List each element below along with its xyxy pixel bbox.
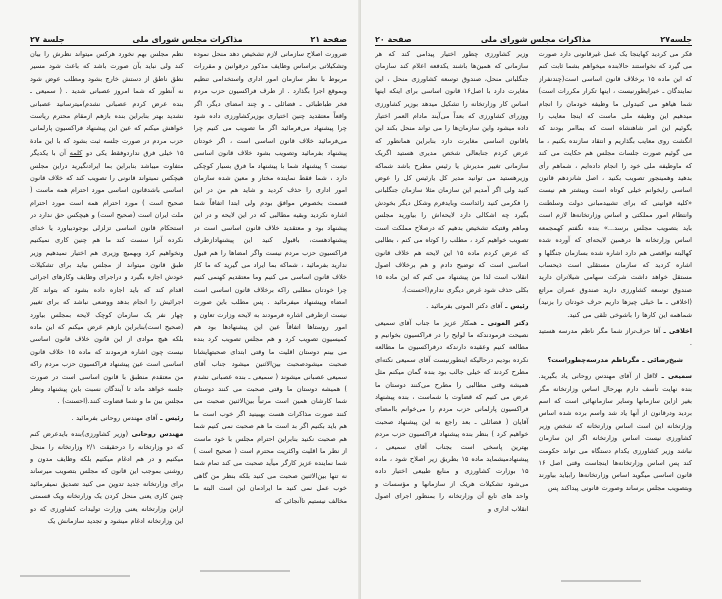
journal-title: مذاکرات مجلس شورای ملی bbox=[480, 35, 592, 44]
speech-text: آقای دکتر الموتی بفرمائید . bbox=[426, 302, 503, 311]
scan-artifact bbox=[561, 580, 641, 582]
paragraph: ضرورت اصلاح سازمانی لازم تشخیص دهد منحل نموده وتشکیلاتی براساس وظایف مذکور درقوانین و مقررات مربوط با نظر سازمان امور اداری واستخدامی تنظیم وبموقع اجرا بگذارد . از طرف فراکسیون حزب مردم فخر طباطبائی ـ فضائلی ـ و چند امضای دیگر، اگر واقعاً معتقدید چنین اختیاری بوزیرکشاورزی داده شود چرا پیشنهاد می‌فرمائید اگر ما تصویب می کنیم چرا می‌فرمائید خلاف قانون اساسی است ، اگر خودتان پیشنهاد بفرمائید وتصویب بشود خلاف قانون اساسی نیست ؟ پیشنهاد شما با پیشنهاد ما فرق بسیار کوچکی دارد ، شما فقط نماینده مختار و معین شده سازمان امور اداری را حذف کردید و شاید هم من در این قسمت بخصوص موافق بودم ولی ابتدا اتفاقاً شما اشاره نکردید وبقیه مطالبی که در این لایحه و در این پیشنهاد بود و معتقدید خلاف قانون اساسی است در پیشنهادهست، باقبول کنید این پیشنهادازطرف فراکسیون حزب مردم نیست واگر امضاها را هم قبول ندارید بفرمائید ، شماکه بما ایراد می گیرید که ما کار خلاف قانون اساسی می کنیم وما معتقدیم کهنمی کنیم چرا خودتان مطلبی راکه برخلاف قانون اساسی است امضاء وپیشنهاد میفرمائید . پس مطلب باین صورت نیست ازطرفی اشاره فرمودند به لایحه وزارت تعاون و امور روستاها اتفاقاً عین این پیشنهادها بود هم کمیسیون تصویب کرد و هم مجلس تصویب کرد بنده می بینم دوستان اقلیت ما وقتی ابتدای صحبتهایشانا صحبت میشودصحبت بین‌الاثنین میشود جناب آقای سمیعی عصبانی میشوند ( سمیعی ـ بنده عصبانی نشدم ) همیشه دوستان ما وقتی صحبت می کنند دوستان شما کارشان همین است مرتباً بین‌الاثنین صحبت می کنند صورت مذاکرات هست بهبینید اگر خوب است ما هم باید بکنیم اگر بد است ما هم صحبت نمی کنیم شما هم صحبت نکنید بنابراین احترام مجلس با خود ماست از نظر ما اقلیت واکثریت محترم است ( صحیح است ) شما نماینده عزیز کارگر میآید صحبت می کند تمام شما نه تنها بین‌الاثنین صحبت می کنید بلکه بنظر من گاهی خوب عمل نمی کنید ما ایرادمان این است البته ما مخالف نیستیم تاآنجائی که bbox=[193, 50, 347, 505]
journal-title: مذاکرات مجلس شورای ملی bbox=[132, 35, 243, 44]
right-page bbox=[361, 0, 722, 599]
paragraph bbox=[30, 48, 184, 408]
session-number: صفحة ۲۱ bbox=[310, 35, 347, 44]
right-page-header bbox=[375, 30, 692, 46]
chair-line bbox=[30, 412, 184, 424]
underlined-word: کلمه bbox=[69, 149, 83, 158]
speech-text: همکار عزیز ما جناب آقای سمیعی نصیحت فرمودندکه ما لوایح را در فراکسیون بخوانیم و مطالعه کنیم وعقیده دارندکه درفراکسیون ما مطالعه نکرده بودیم درحالیکه اینطورنیست آقای سمیعی نکته‌ای مطرح کردند که خیلی جالب بود بنده گمان میکنم مثل همیشه وقتی مطالبی را مطرح می‌کنند دوستان ما عرض می کنیم که قضاوت با شماست ، بنده پیشنهاد فراکسیون پارلمانی حزب مردم را می‌خوانم باامضای آقایان ( فضائلی ـ بعد راجع به این پیشنهاد صحبت خواهیم کرد ) بنظر بنده پیشنهاد فراکسیون حزب مردم بهترین پاسخی است بجناب آقای سمیعی ، پیشنهادمیشماید ماده ۱۵ بطریق زیر اصلاح شود ، ماده ۱۵ بوزارت کشاورزی و منابع طبیعی اختیار داده می‌شود تشکیلات هریک از سازمانها و مؤسسات و واحد های تابع آن وزارتخانه را بمنظور اجرای اصول انقلاب اداری و bbox=[375, 318, 529, 513]
speech-text: (وزیر کشاورزی)بنده بایدعرض کنم که دو وزارتخانه را درحقیقت ۲/۱ وزارتخانه را منحل میکنیم و در هم ادغام میکنیم بلکه وظایف مدون و روشنی بموجب این قانون که مجلس بتصویب میرساند برای وزارتخانه جدید تدوین می کنید تصدیق نمیفرمائید چنین کاری یعنی منحل کردن یک وزارتخانه ویک قسمتی ازاین وزارتخانه یعنی وزارت تولیدات کشاورزی که دو این وزارتخانه ادغام میشود و تجدید سازمانش یک bbox=[30, 430, 184, 526]
interjection bbox=[539, 325, 693, 350]
left-page-right-column bbox=[194, 48, 348, 559]
right-page-left-column bbox=[375, 48, 529, 559]
left-page-header bbox=[30, 30, 347, 46]
speech-text: لااقل از آقای مهندس روحانی یاد بگیرید. بنده نهایت تأسف دارم بهرحال اساس وزارتخانه مگر بغیر ازاین سازمانها وسایر سازمانهائی است که اسم بردید ودرقانون از آنها یاد شد واسم برده شده اساس وزارتخانه این است اساس وزارتخانه که شخص وزیر کشاورزی نیست اساس وزارتخانه اگر این سازمان نباشد وزیر کشاورزی یکدام دستگاه می تواند حکومت کند پس اساس وزارتخانه‌ها اینجاست وقتی اصل ۱۶ قانون اساسی میگوید اساس وزارتخانه‌ها رابیاید بیاورند وبتصویب مجلس برساند وصورت قانونی پیداکند پس bbox=[538, 372, 692, 492]
speaker-name: اخلاقی ـ bbox=[663, 326, 692, 335]
speaker-name: سمیعی ـ bbox=[661, 372, 692, 381]
page-number: جلسة ۲۷ bbox=[30, 35, 65, 44]
speaker-name: دکتر الموتی ـ bbox=[481, 318, 529, 327]
left-page-left-column bbox=[30, 48, 184, 559]
right-page-right-column bbox=[539, 48, 693, 559]
session-number: جلسه۲۷ bbox=[660, 35, 692, 44]
speaker-name: رئیس ـ bbox=[505, 302, 529, 311]
speech-text: آقای مهندس روحانی بفرمائید . bbox=[71, 413, 158, 422]
paragraph: فکر می کردید کهاینجا یک عمل غیرقانونی دارد صورت می گیرد که نخواستند حالابنده میخواهم بشما ثابت کنم که این ماده ۱۵ برخلاف قانون اساسی است(چندنفراز نمایندگان ـ خیرایطورنیست ، اینها تکرار مکررات است) شما هیاهو می کنیدولی ما وظیفه خودمان را انجام میدهیم این وظیفه ملی ماست که اینجا معایب را بگوئیم این امر شاهنشاه است که بماامر بودند که انگشت روی معایب بگذاریم و انتقاد سازنده بکنیم ، ما می گوئیم صورت جلسات مجلس هم حکایت می کند که ماوظیفه ملی خود را انجام داده‌ایم ، شماهم رأی بدهید وهمینجور تصویب بکنید ، اصل شانزدهم قانون اساسی رابخوانم خیلی کوتاه است وبیشتر هم نیست «کلیه قوانینی که برای تشییدمبانی دولت وسلطنت وانتظام امور مملکتی و اساس وزارتخانه‌ها لازم است باید بتصویب مجلس برسد...» بنده نگفتم کهمجمعه اساس وزارتخانه ها درهمین لایحه‌ای که آورده شده کهالبته نواقصی هم دارد اشاره شده بسازمان جنگلها و اشاره کردید که سازمان مستقلی است ذیحساب مستقل خواهد داشت شرکت سهامی شیلاتران دارید صندوق توسعه کشاورزی دارید صندوق عمران مراتع (اخلاقی ـ ما خیلی چیزها داریم حرف خودتان را بزنید) شماهمه این کارها را باشوخی تلقی می کنید. bbox=[538, 50, 692, 319]
right-page-columns bbox=[375, 48, 692, 559]
speech bbox=[375, 317, 529, 516]
scan-artifact bbox=[200, 570, 290, 572]
speaker-name: رئیس ـ bbox=[160, 413, 184, 422]
chair-line bbox=[375, 300, 529, 312]
speech bbox=[30, 428, 184, 527]
left-page-columns bbox=[30, 48, 347, 559]
speaker-name: مهندس روحانی bbox=[131, 430, 184, 439]
speech bbox=[539, 370, 693, 494]
paragraph: وزیر کشاورزی چطور اختیار پیدامی کند که هر سازمانی که همین‌ها باشند یکدفعه اعلام کند سازمان جنگلبانی منحل، صندوق توسعه کشاورزی منحل ، این مغایرت دارد با اصل۱۶ قانون اساسی برای اینکه اینها اساس کار وزارتخانه را تشکیل میدهد بوزیر کشاورزی ووزرای کشاورزی که بعداً می‌آیند مادام العمر اختیار داده میشود واین سازمان‌ها را می تواند منحل بکند این باقانون اساسی مغایرت دارد بنابراین همانطور که عرض کردم جنابعالی شخص مدیری هستید اگریک سازمانی تغییر مدیرش یا رئیس مطرح باشد شماکه وزیرهستید می توانید مدیر کل یارئیس کل را عوض کنید ولی اگر آمدیم این سازمان مثلا سازمان جنگلبانی را فکرمی کنید زائداست وبایدفرم وشکل دیگر بخودش بگیرد چه اشکالی دارد لایحه‌اش را بیاورید مجلس وماهم وقتیکه تشخیص بدهیم که درصلاح مملکت است تصویب خواهیم کرد ، مطلب را کوتاه می کنم ، بطالبی که عرض کردم ماده ۱۵ این لایحه هم خلاف قانون اساسی است که توضیح دادم و هم برخلاف اصول انقلاب است لذا من پیشنهاد می کنم که این ماده ۱۵ بکلی حذف شود غرض دیگری ندارم(احسنت). bbox=[375, 50, 529, 294]
speech-text: آقا حرف‌تراز شما مگر ناظم مدرسه هستید . bbox=[538, 326, 692, 348]
centered-interjection: شیخ‌رضائی ـ مگرناظم مدرسه‌چطوراست؟ bbox=[547, 355, 684, 364]
scan-artifact bbox=[20, 575, 130, 577]
page-number: صفحة ۲۰ bbox=[375, 35, 412, 44]
paragraph-text: آن با یکدیگر متفاوت میباشد بنابراین بما ایرادنگیرید دراین مجلس هیچکس نمیتواند قانونی را تصویب کند که خلاف قانون اساسی باشدقانون اساسی مورد احترام همه ماست ( صحیح است ) مورد احترام همه است مورد احترام ملت ایران است (صحیح است) و هیچکس حق ندارد در استحکام قانون اساسی تزلزلی بوجودبیاورد یا خدای نکرده آنرا سست کند ما هم چنین کاری نمیکنیم ونخواهیم کرد وبهمیچ وزیری هم اختیار نمیدهیم وزیر طبق قانون میتواند از مجلس بیاید برای تشکیلات خودش اجازه بگیرد و دراجرای وظایف وکارهای اجرائی اقدام کند که باید اجازه داده بشود که بتواند کار اجرائیش را انجام بدهد ووضعی نباشد که برای تغییر چهار نفر یک سازمان کوچک لایحه بمجلس بیاورد (صحیح است)بنابراین بازهم عرض میکنم که این ماده بلکه هیچ موادی از این قانون خلاف قانون اساسی نیست چون اشاره فرمودند که ماده ۱۵ خلاف قانون اساسی است عین پیشنهاد فراکسیون حزب مردم راکه من معتقدم منطبق با قانون اساسی است در صورت جلسه خواهد ماند تا آیندگان نسبت باین پیشنهاد ونظر مجلس بین ما و شما قضاوت کنند.(احسنت) . bbox=[30, 149, 184, 406]
paragraph-text: نظم مجلس بهم نخورد هرکس میتواند نظرش را بیان کند ولی نباید بآن صورت باشد که باعث شود مسیر نطق ناطق از دستش خارج بشود ومطلب عوض شود نه آنطور که شما امروز عصبانی شدید . ( سمیعی ـ بنده عرض کردم عصبانی نشدم)میترسانید عصبانی نشدید بهتر بنابراین بنده بازهم ازمقام محترم ریاست خواهش میکنم که عین این پیشنهاد فراکسیون پارلمانی حزب مردم در صورت جلسه ثبت بشود که با این مادة ۱۵ خیلی فرق نداردوفقط یکی دو bbox=[30, 50, 184, 158]
